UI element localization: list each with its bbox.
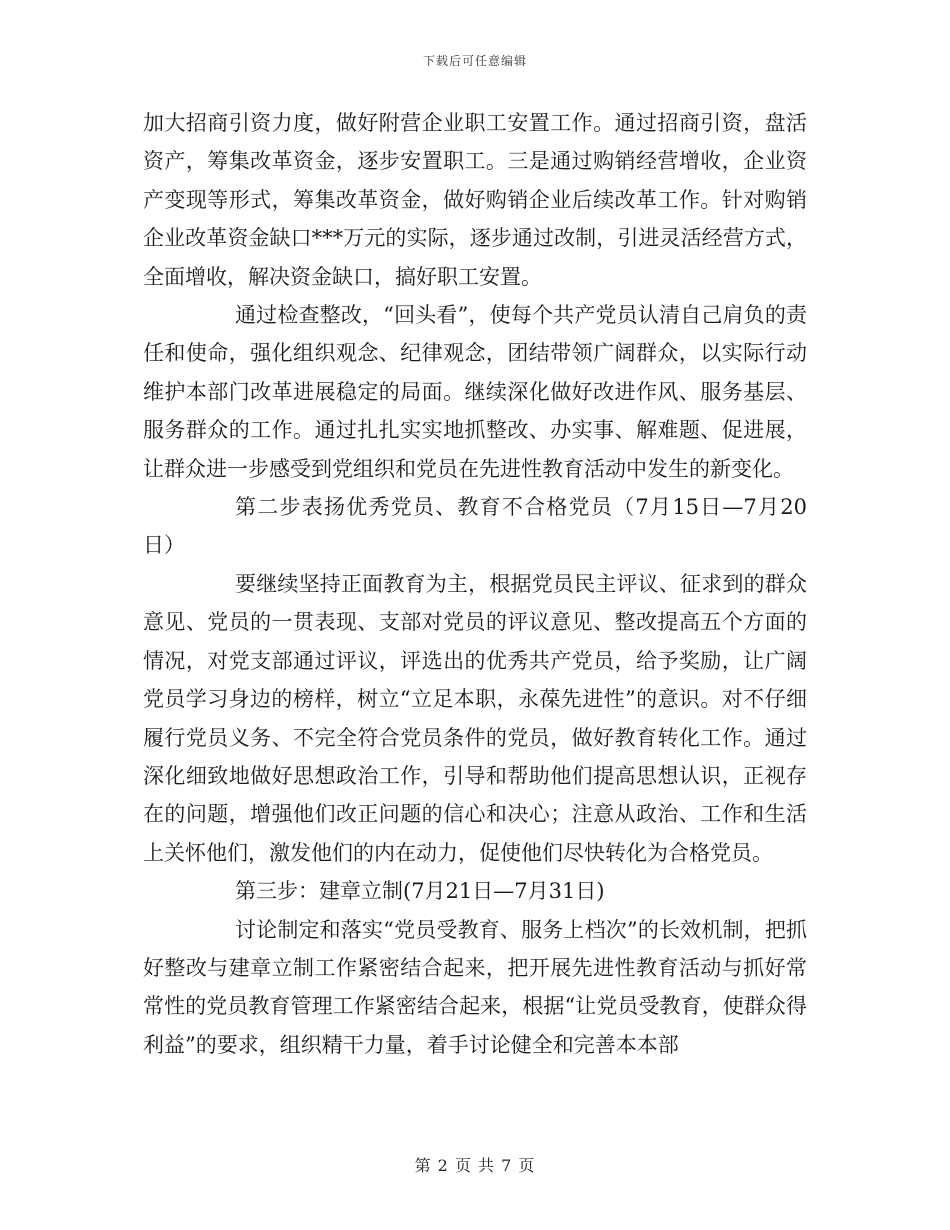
section-heading-step-three: 第三步：建章立制(7月21日—7月31日) <box>235 879 605 904</box>
document-body <box>143 104 807 1064</box>
page-number: 第 2 页 共 7 页 <box>414 1156 536 1175</box>
section-heading-step-two: 第二步表扬优秀党员、教育不合格党员（7月15日—7月20日） <box>143 495 807 558</box>
paragraph-commend-educate: 要继续坚持正面教育为主，根据党员民主评议、征求到的群众意见、党员的一贯表现、支部对党员的评议意见、整改提高五个方面的情况，对党支部通过评议，评选出的优秀共产党员，给予奖励，让广阔党员学习身边的榜样，树立“立足本职，永葆先进性”的意识。对不仔细履行党员义务、不完全符合党员条件的党员，做好教育转化工作。通过深化细致地做好思想政治工作，引导和帮助他们提高思想认识，正视存在的问题，增强他们改正问题的信心和决心；注意从政治、工作和生活上关怀他们，激发他们的内在动力，促使他们尽快转化为合格党员。 <box>143 571 807 865</box>
paragraph-mechanism: 讨论制定和落实“党员受教育、服务上档次”的长效机制，把抓好整改与建章立制工作紧密结合起来，把开展先进性教育活动与抓好常常性的党员教育管理工作紧密结合起来，根据“让党员受教育，使群众得利益”的要求，组织精干力量，着手讨论健全和完善本本部 <box>143 917 807 1057</box>
paragraph-rectification: 通过检查整改，“回头看”，使每个共产党员认清自己肩负的责任和使命，强化组织观念、纪律观念，团结带领广阔群众，以实际行动维护本部门改革进展稳定的局面。继续深化做好改进作风、服务基层、服务群众的工作。通过扎扎实实地抓整改、办实事、解难题、促进展，让群众进一步感受到党组织和党员在先进性教育活动中发生的新变化。 <box>143 303 807 481</box>
paragraph-continuation: 加大招商引资力度，做好附营企业职工安置工作。通过招商引资，盘活资产，筹集改革资金，逐步安置职工。三是通过购销经营增收，企业资产变现等形式，筹集改革资金，做好购销企业后续改革工作。针对购销企业改革资金缺口***万元的实际，逐步通过改制，引进灵活经营方式，全面增收，解决资金缺口，搞好职工安置。 <box>143 111 807 289</box>
page-header: 下载后可任意编辑 <box>422 54 527 68</box>
